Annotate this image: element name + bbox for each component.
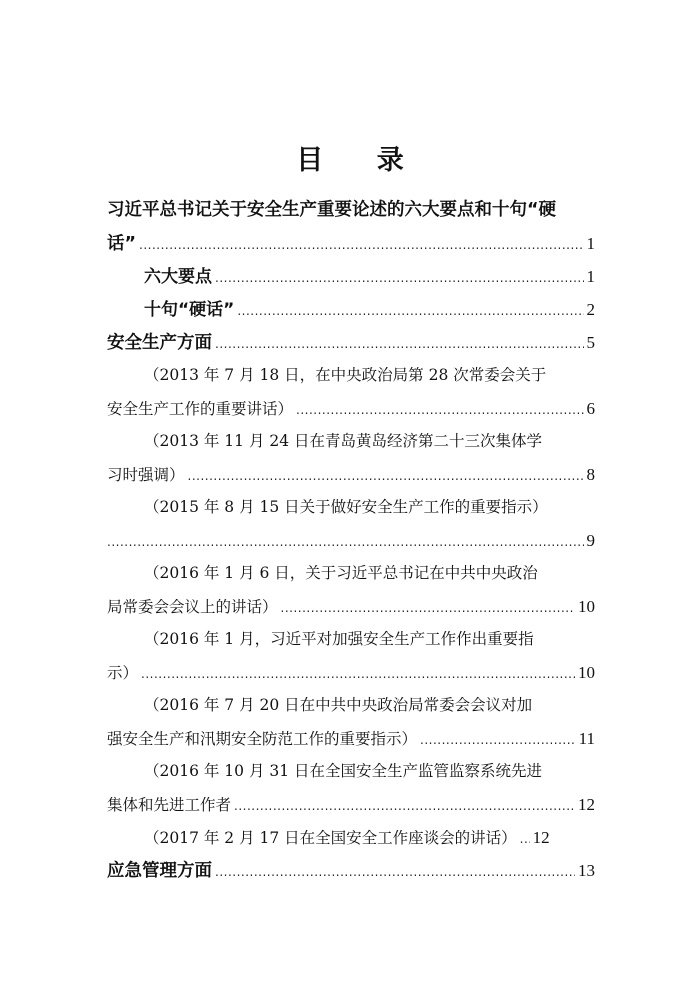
- toc-entry-line: [107, 524, 595, 557]
- toc-entry-text: （2016 年 10 月 31 日在全国安全生产监管监察系统先进: [144, 762, 543, 780]
- toc-entry[interactable]: [107, 425, 595, 491]
- toc-entry[interactable]: [107, 689, 595, 755]
- toc-entry[interactable]: [107, 557, 595, 623]
- dot-leader: [520, 823, 530, 856]
- toc-entry[interactable]: [107, 491, 595, 557]
- toc-entry-text: 习近平总书记关于安全生产重要论述的六大要点和十句“硬: [107, 200, 556, 220]
- dot-leader: [141, 658, 575, 691]
- toc-entry-text: 应急管理方面: [107, 861, 212, 881]
- toc-entry-text: 示）: [107, 664, 139, 682]
- toc-entry[interactable]: [107, 623, 595, 689]
- table-of-contents: [107, 194, 595, 887]
- page-number: 10: [578, 597, 595, 616]
- toc-entry-text: 话”: [107, 234, 137, 254]
- toc-entry[interactable]: [107, 326, 595, 359]
- dot-leader: [188, 460, 584, 493]
- dot-leader: [139, 229, 583, 262]
- dot-leader: [420, 724, 576, 757]
- dot-leader: [215, 262, 584, 295]
- page-number: 10: [578, 663, 595, 682]
- page-number: 5: [586, 333, 595, 352]
- toc-entry-line: [107, 227, 595, 260]
- toc-entry-text: 强安全生产和汛期安全防范工作的重要指示）: [107, 730, 418, 748]
- toc-entry-line: [107, 590, 595, 623]
- page-number: 13: [578, 861, 595, 880]
- toc-entry-text: （2016 年 1 月，习近平对加强安全生产工作作出重要指: [144, 630, 534, 648]
- toc-entry-line: [107, 392, 595, 425]
- dot-leader: [234, 790, 575, 823]
- dot-leader: [296, 394, 583, 427]
- toc-entry[interactable]: [107, 260, 595, 293]
- toc-entry-line: [107, 293, 595, 326]
- toc-entry[interactable]: [107, 194, 595, 260]
- toc-entry-text: （2013 年 7 月 18 日，在中央政治局第 28 次常委会关于: [144, 366, 547, 384]
- toc-entry-line: [107, 458, 595, 491]
- toc-entry-text: 安全生产工作的重要讲话）: [107, 400, 294, 418]
- page-title: 目 录: [296, 145, 426, 176]
- dot-leader: [237, 295, 583, 328]
- toc-entry-text: （2017 年 2 月 17 日在全国安全工作座谈会的讲话）: [144, 829, 517, 847]
- toc-entry-text: 十句“硬话”: [144, 300, 235, 320]
- dot-leader: [215, 856, 575, 889]
- page-number: 6: [586, 399, 595, 418]
- toc-entry-text: （2016 年 7 月 20 日在中共中央政治局常委会会议对加: [144, 696, 533, 714]
- page-number: 9: [586, 531, 595, 550]
- toc-entry-text: 六大要点: [144, 267, 212, 287]
- toc-entry-text: 集体和先进工作者: [107, 796, 232, 814]
- toc-entry-line: [107, 656, 595, 689]
- dot-leader: [107, 526, 584, 559]
- toc-entry-text: 安全生产方面: [107, 333, 212, 353]
- toc-entry-line: [107, 260, 595, 293]
- toc-entry-text: （2016 年 1 月 6 日，关于习近平总书记在中共中央政治: [144, 564, 538, 582]
- page-number: 8: [586, 465, 595, 484]
- toc-entry-line: [107, 722, 595, 755]
- toc-entry[interactable]: [107, 821, 595, 854]
- dot-leader: [281, 592, 575, 625]
- dot-leader: [215, 328, 584, 361]
- toc-entry-text: （2013 年 11 月 24 日在青岛黄岛经济第二十三次集体学: [144, 432, 543, 450]
- page-number: 12: [532, 828, 550, 847]
- page-number: 1: [586, 234, 595, 253]
- toc-entry-line: [107, 821, 595, 854]
- toc-entry-line: [107, 854, 595, 887]
- toc-entry-text: （2015 年 8 月 15 日关于做好安全生产工作的重要指示）: [144, 498, 548, 516]
- toc-entry[interactable]: [107, 755, 595, 821]
- toc-entry-line: [107, 788, 595, 821]
- page-number: 2: [586, 300, 595, 319]
- toc-entry[interactable]: [107, 854, 595, 887]
- toc-entry-text: 局常委会会议上的讲话）: [107, 598, 278, 616]
- toc-entry-text: 习时强调）: [107, 466, 185, 484]
- toc-entry[interactable]: [107, 359, 595, 425]
- page-number: 11: [578, 729, 595, 748]
- toc-entry[interactable]: [107, 293, 595, 326]
- page-number: 12: [578, 795, 595, 814]
- toc-entry-line: [107, 326, 595, 359]
- page-number: 1: [586, 267, 595, 286]
